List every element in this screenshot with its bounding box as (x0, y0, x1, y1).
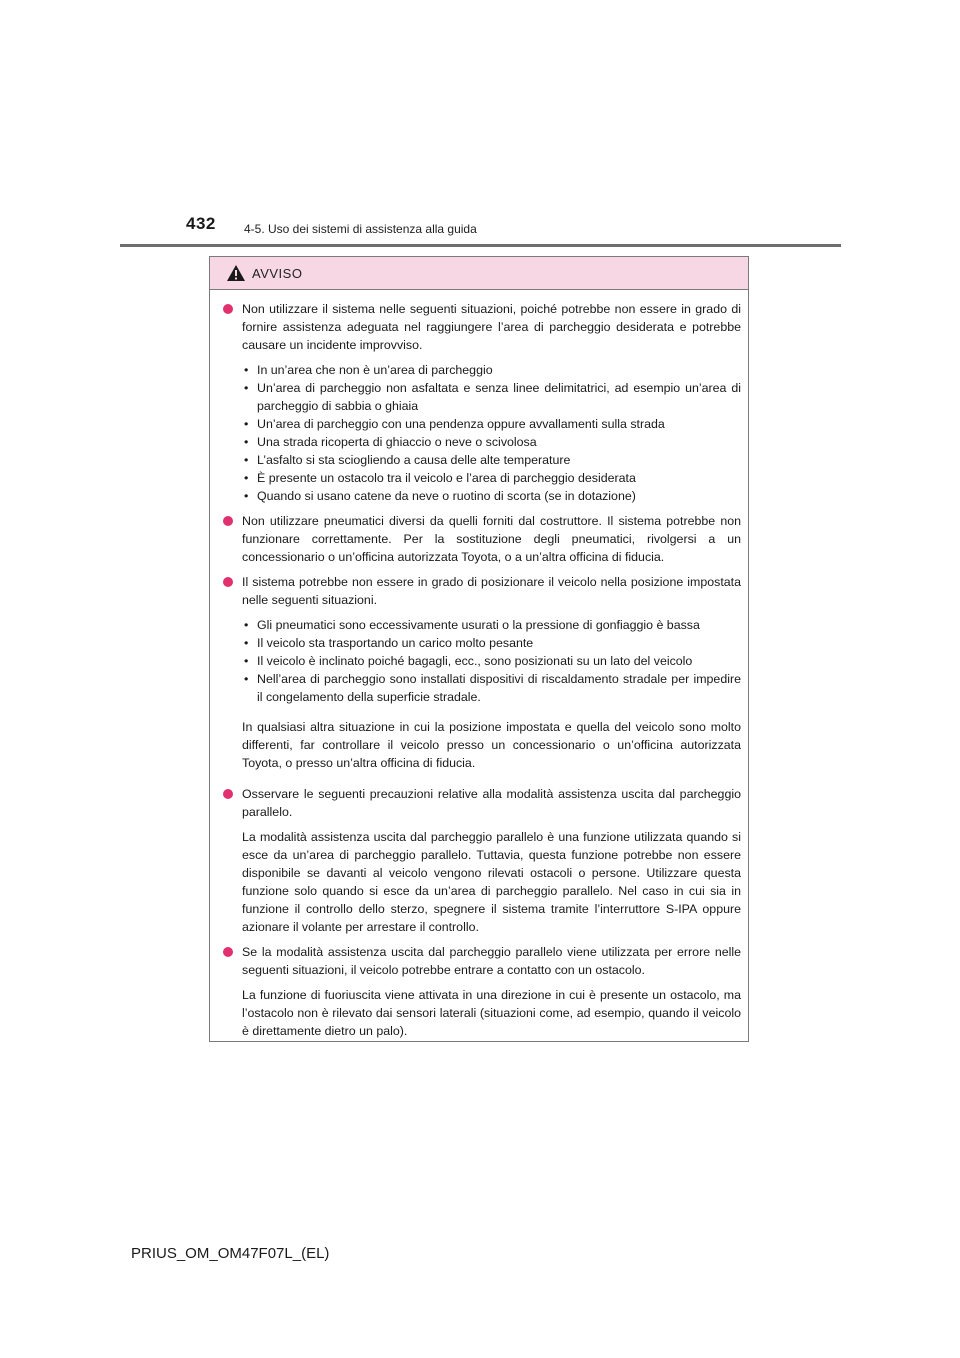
warning-item (223, 943, 741, 1040)
warning-item-detail: La modalità assistenza uscita dal parcheggio parallelo è una funzione utilizzata quando si esce da un’area di parcheggio parallelo. Tuttavia, questa funzione potrebbe non essere disponibile se davanti al veicolo vengono rilevati ostacoli o persone. Utilizzare questa funzione solo quando si esce da un’area di parcheggio parallelo. Nel caso in cui sia in funzione il controllo dello sterzo, spegnere il sistema tramite l’interruttore S-IPA oppure azionare il volante per arrestare il controllo. (242, 829, 741, 934)
warning-item-text: Non utilizzare pneumatici diversi da quelli forniti dal costruttore. Il sistema potrebbe non funzionare correttamente. Per la sostituzione degli pneumatici, rivolgersi a un concessionario o un’officina autorizzata Toyota, o a un’altra officina di fiducia. (242, 514, 741, 564)
page-number: 432 (186, 214, 216, 233)
warning-triangle-icon (226, 264, 246, 282)
warning-item-detail: La funzione di fuoriuscita viene attivata in una direzione in cui è presente un ostacolo, ma l’ostacolo non è rilevato dai sensori laterali (situazioni come, ad esempio, quando il veicolo è direttamente dietro un palo). (242, 987, 741, 1038)
warning-item-text: Se la modalità assistenza uscita dal parcheggio parallelo viene utilizzata per errore nelle seguenti situazioni, il veicolo potrebbe entrare a contatto con un ostacolo. (242, 944, 741, 977)
list-item: • Una strada ricoperta di ghiaccio o neve o scivolosa (244, 435, 537, 449)
list-item: • Un’area di parcheggio non asfaltata e senza linee delimitatrici, ad esempio un’area di parcheggio di sabbia o ghiaia (244, 381, 741, 413)
list-item: • Nell’area di parcheggio sono installati dispositivi di riscaldamento stradale per impedire il congelamento della superficie stradale. (244, 672, 741, 704)
warning-item (223, 573, 741, 772)
warning-header (210, 257, 748, 290)
warning-item (223, 785, 741, 936)
warning-title: AVVISO (252, 265, 303, 281)
bullet-dot (223, 789, 233, 799)
footer-doc-code: PRIUS_OM_OM47F07L_(EL) (131, 1245, 330, 1262)
list-item: • Il veicolo sta trasportando un carico molto pesante (244, 636, 534, 650)
warning-box (209, 256, 749, 1042)
warning-sublist (242, 361, 741, 505)
warning-item (223, 300, 741, 505)
list-item: • Il veicolo è inclinato poiché bagagli, ecc., sono posizionati su un lato del veicolo (244, 654, 693, 668)
warning-item-text: Non utilizzare il sistema nelle seguenti situazioni, poiché potrebbe non essere in grado di fornire assistenza adeguata nel raggiungere l’area di parcheggio desiderata e potrebbe causare un incidente improvviso. (242, 302, 741, 352)
warning-item-text: Il sistema potrebbe non essere in grado di posizionare il veicolo nella posizione impostata nelle seguenti situazioni. (242, 575, 741, 607)
bullet-dot (223, 577, 233, 587)
bullet-dot (223, 304, 233, 314)
list-item: • Un’area di parcheggio con una pendenza oppure avvallamenti sulla strada (244, 417, 665, 431)
warning-sublist (242, 616, 741, 706)
section-title: 4-5. Uso dei sistemi di assistenza alla guida (244, 222, 477, 236)
list-item: • In un’area che non è un’area di parcheggio (244, 363, 493, 377)
warning-body (210, 290, 748, 1040)
list-item: • È presente un ostacolo tra il veicolo e l’area di parcheggio desiderata (244, 471, 636, 485)
list-item: • Gli pneumatici sono eccessivamente usurati o la pressione di gonfiaggio è bassa (244, 618, 700, 632)
list-item: • L’asfalto si sta sciogliendo a causa delle alte temperature (244, 453, 571, 467)
warning-item-text: Osservare le seguenti precauzioni relative alla modalità assistenza uscita dal parcheggio parallelo. (242, 786, 741, 819)
bullet-dot (223, 947, 233, 957)
warning-item-tail: In qualsiasi altra situazione in cui la posizione impostata e quella del veicolo sono molto differenti, far controllare il veicolo presso un concessionario o un’officina autorizzata Toyota, o presso un’altra officina di fiducia. (242, 720, 741, 771)
bullet-dot (223, 516, 233, 526)
list-item: • Quando si usano catene da neve o ruotino di scorta (se in dotazione) (244, 489, 636, 503)
header-rule (120, 244, 841, 247)
warning-item (223, 512, 741, 566)
